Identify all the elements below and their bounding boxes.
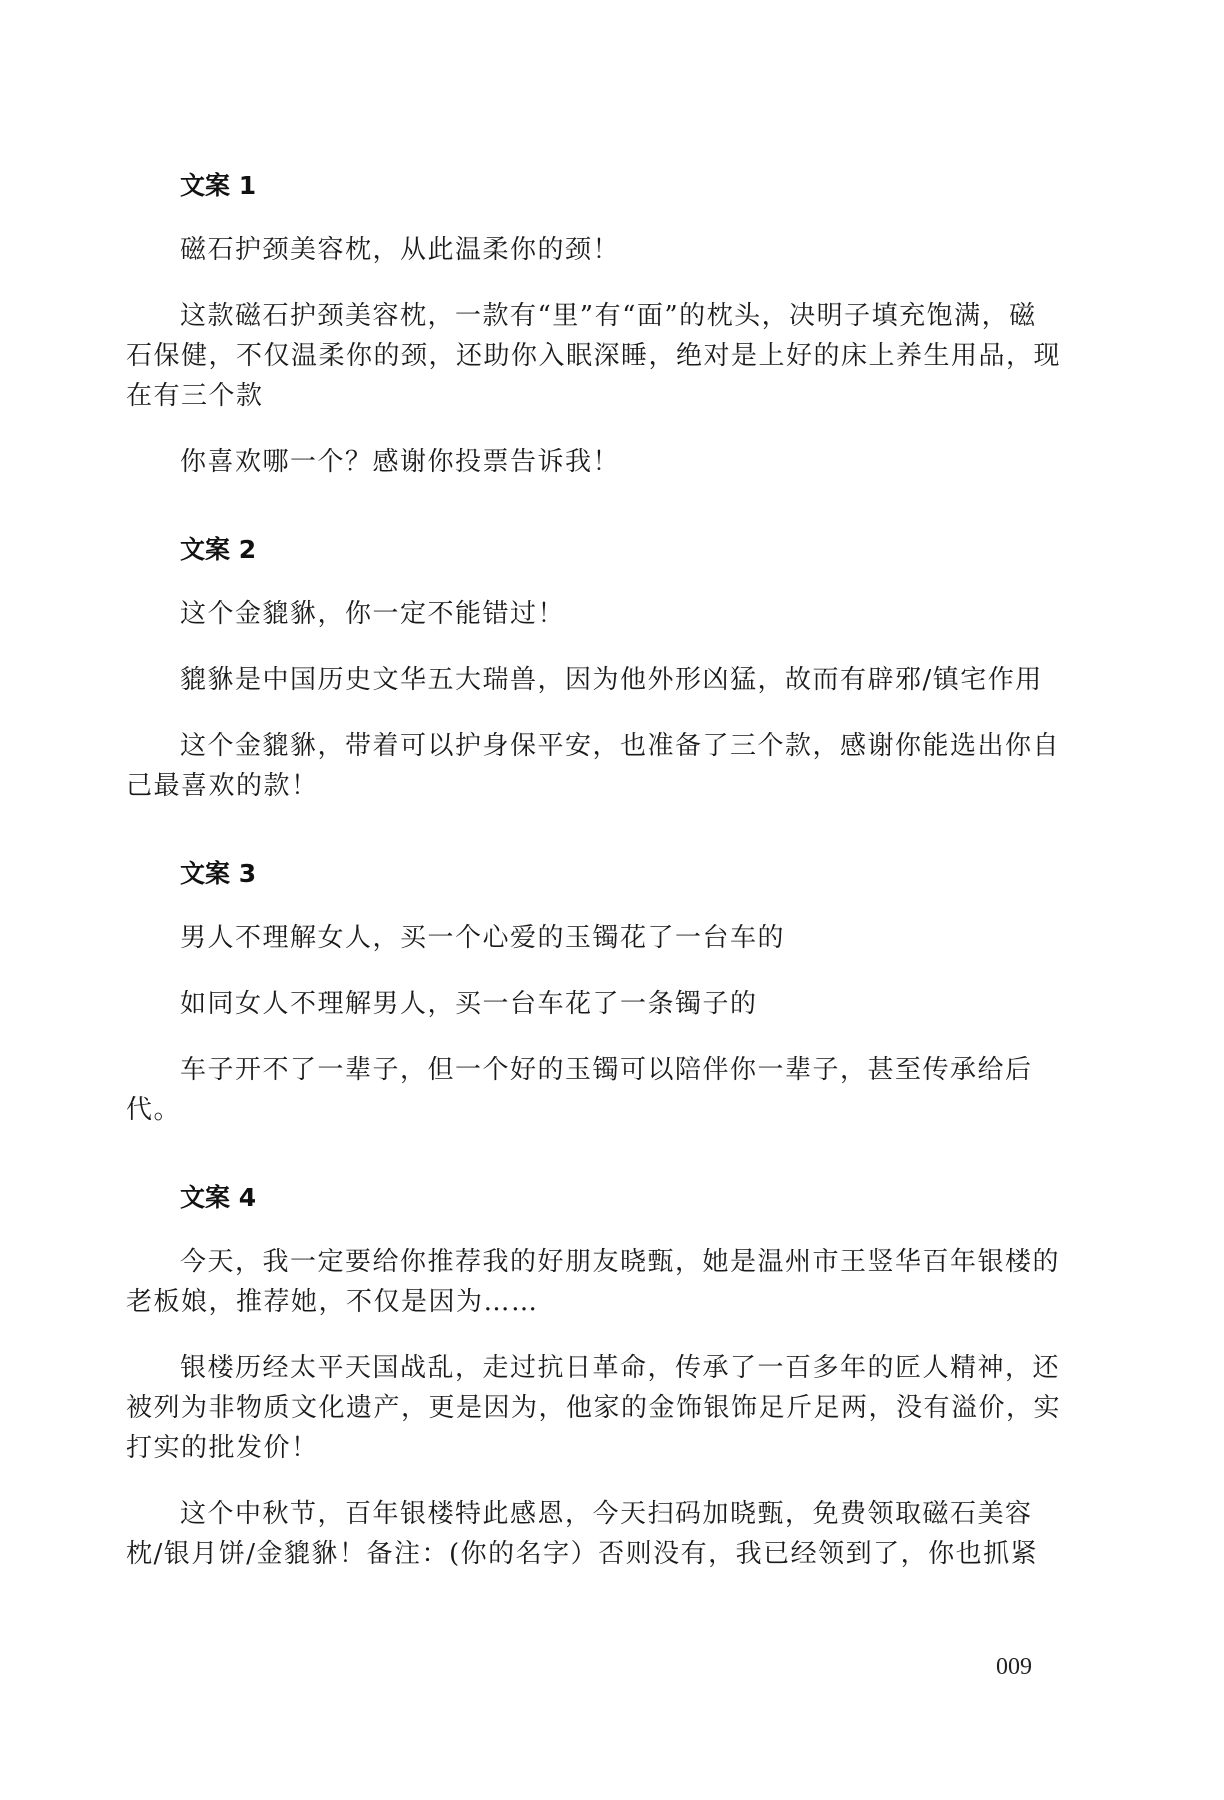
paragraph: 这个金貔貅，带着可以护身保平安，也准备了三个款，感谢你能选出你自己最喜欢的款！ [126, 731, 1061, 801]
paragraph: 你喜欢哪一个？感谢你投票告诉我！ [180, 447, 621, 477]
page-content [126, 168, 1062, 1624]
section-title: 文案 1 [180, 171, 257, 200]
copy-section-4 [126, 1180, 1062, 1574]
paragraph: 银楼历经太平天国战乱，走过抗日革命，传承了一百多年的匠人精神，还被列为非物质文化遗产，更是因为，他家的金饰银饰足斤足两，没有溢价，实打实的批发价！ [126, 1353, 1062, 1463]
paragraph: 男人不理解女人，买一个心爱的玉镯花了一台车的 [180, 923, 786, 953]
section-title: 文案 3 [180, 859, 257, 888]
paragraph: 磁石护颈美容枕，从此温柔你的颈！ [180, 235, 621, 265]
section-title: 文案 2 [180, 535, 257, 564]
paragraph: 这款磁石护颈美容枕，一款有“里”有“面”的枕头，决明子填充饱满，磁石保健，不仅温柔你的颈，还助你入眠深睡，绝对是上好的床上养生用品，现在有三个款 [126, 301, 1062, 411]
paragraph: 这个金貔貅，你一定不能错过！ [180, 599, 566, 629]
section-title: 文案 4 [180, 1183, 257, 1212]
page-number: 009 [996, 1654, 1032, 1680]
copy-section-2 [126, 532, 1062, 806]
paragraph: 车子开不了一辈子，但一个好的玉镯可以陪伴你一辈子，甚至传承给后代。 [126, 1055, 1033, 1125]
copy-section-3 [126, 856, 1062, 1130]
paragraph: 今天，我一定要给你推荐我的好朋友晓甄，她是温州市王竖华百年银楼的老板娘，推荐她，不仅是因为…… [126, 1247, 1061, 1317]
paragraph: 貔貅是中国历史文华五大瑞兽，因为他外形凶猛，故而有辟邪/镇宅作用 [180, 665, 1043, 695]
paragraph: 这个中秋节，百年银楼特此感恩，今天扫码加晓甄，免费领取磁石美容枕/银月饼/金貔貅！备注：(你的名字）否则没有，我已经领到了，你也抓紧 [126, 1499, 1039, 1569]
copy-section-1 [126, 168, 1062, 482]
paragraph: 如同女人不理解男人，买一台车花了一条镯子的 [180, 989, 758, 1019]
